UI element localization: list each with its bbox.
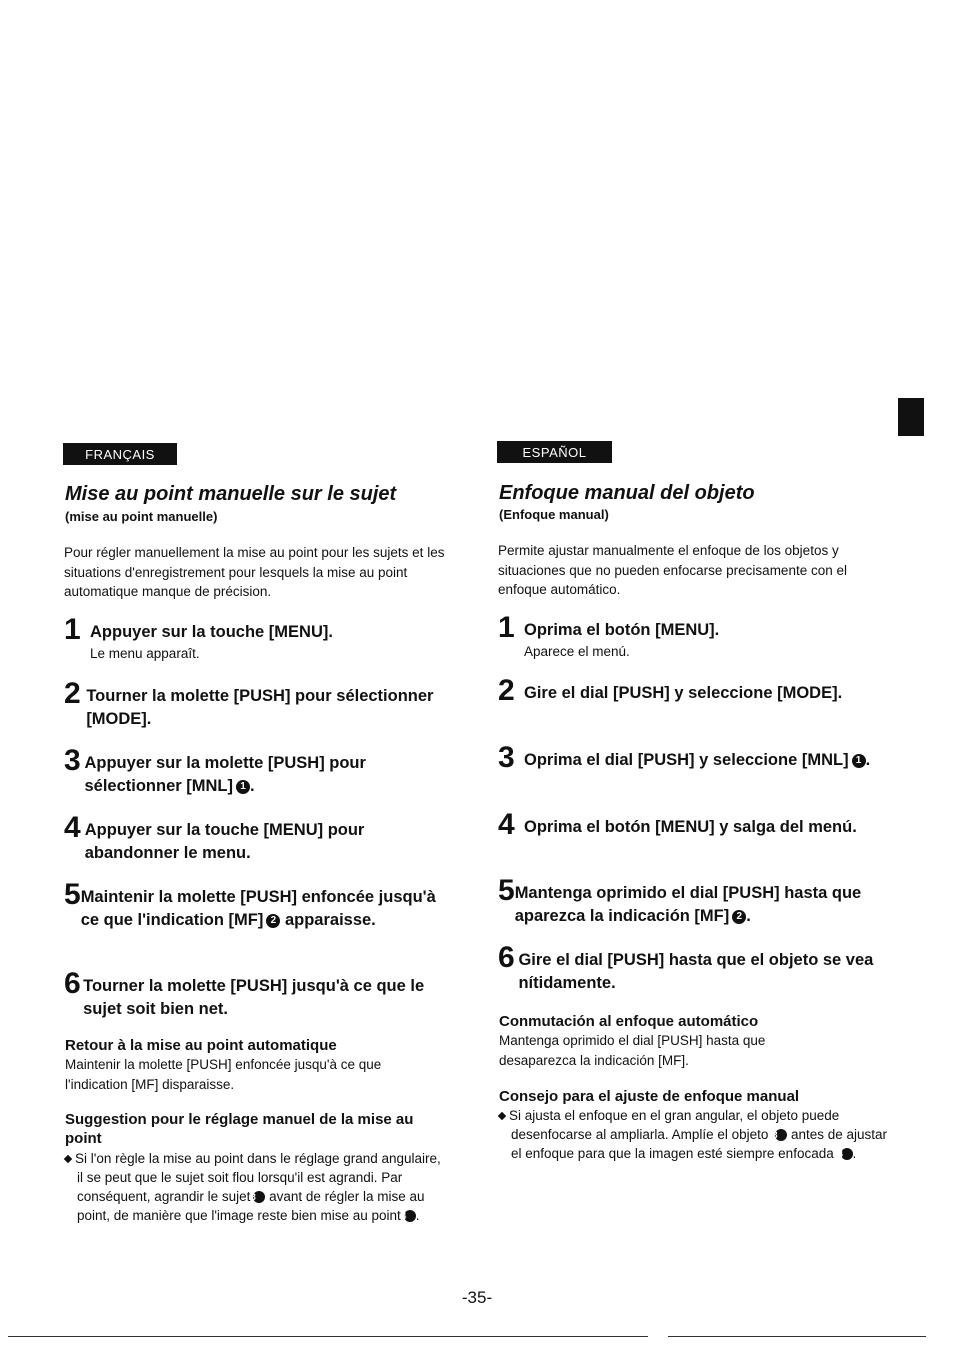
tip-text: antes de ajustar el enfoque para que la imagen esté siempre enfocada (511, 1127, 887, 1161)
french-return-heading: Retour à la mise au point automatique (65, 1037, 337, 1054)
step-text: Mantenga oprimido el dial [PUSH] hasta que aparezca la indicación [MF] (514, 884, 862, 925)
step-note: Le menu apparaît. (90, 646, 200, 661)
step-text: Oprima el botón [MENU]. (524, 621, 720, 639)
step-text: Appuyer sur la molette [PUSH] pour sélectionner [MNL] (84, 754, 366, 795)
spanish-tip-bullet (499, 1106, 887, 1163)
french-intro: Pour régler manuellement la mise au point pour les sujets et les situations d'enregistrement pour lesquels la mise au point automatique manque de précision. (64, 545, 445, 599)
step-text-end: . (250, 777, 255, 795)
step-number: 3 (498, 741, 515, 774)
french-step-4 (64, 811, 444, 865)
spanish-step-2 (498, 674, 878, 707)
step-text: Appuyer sur la touche [MENU] pour abandonner le menu. (84, 821, 365, 862)
tip-end: . (852, 1146, 857, 1161)
french-step-5 (64, 878, 444, 932)
step-number: 3 (64, 744, 81, 777)
step-number: 1 (498, 611, 515, 644)
tip-text: Si l'on règle la mise au point dans le réglage grand angulaire, il se peut que le sujet soit flou lorsqu'il est agrandi. Par conséquent, agrandir le sujet (75, 1151, 441, 1204)
french-tip-heading: Suggestion pour le réglage manuel de la mise au point (65, 1111, 414, 1147)
callout-1-icon: 1 (852, 754, 866, 768)
step-number: 5 (64, 878, 81, 911)
callout-4-icon: 4 (404, 1210, 416, 1222)
step-number: 6 (64, 967, 81, 1000)
french-step-3 (64, 744, 444, 798)
step-number: 6 (498, 941, 515, 974)
step-text-end: apparaisse. (280, 911, 376, 929)
french-return-text: Maintenir la molette [PUSH] enfoncée jusqu'à ce que l'indication [MF] disparaisse. (65, 1057, 382, 1092)
french-step-6 (64, 967, 444, 1021)
step-number: 5 (498, 874, 515, 907)
spanish-return-heading: Conmutación al enfoque automático (499, 1013, 759, 1030)
callout-1-icon: 1 (236, 780, 250, 794)
callout-4-icon: 4 (841, 1148, 853, 1160)
step-text: Maintenir la molette [PUSH] enfoncée jusqu'à ce que l'indication [MF] (80, 888, 436, 929)
footer-rule-left (8, 1336, 648, 1337)
step-number: 2 (64, 677, 81, 710)
callout-2-icon: 2 (266, 914, 280, 928)
step-number: 4 (64, 811, 81, 844)
french-step-2 (64, 677, 444, 731)
tip-end: . (415, 1208, 420, 1223)
bullet-icon (498, 1112, 506, 1120)
french-title: Mise au point manuelle sur le sujet (65, 483, 397, 505)
french-step-1 (64, 613, 444, 663)
callout-3-icon: 3 (775, 1129, 787, 1141)
spanish-subtitle: (Enfoque manual) (499, 507, 609, 522)
step-text: Oprima el dial [PUSH] y seleccione [MNL] (524, 751, 849, 769)
tip-text: Si ajusta el enfoque en el gran angular, el objeto puede desenfocarse al ampliarla. Amplíe el objeto (509, 1108, 840, 1142)
spanish-step-4 (498, 808, 878, 841)
step-number: 2 (498, 674, 515, 707)
step-number: 1 (64, 613, 81, 646)
page-number: -35- (461, 1288, 493, 1307)
language-label-spanish: ESPAÑOL (497, 441, 612, 463)
step-text: Tourner la molette [PUSH] jusqu'à ce que le sujet soit bien net. (83, 977, 425, 1018)
step-text: Tourner la molette [PUSH] pour sélectionner [MODE]. (86, 687, 434, 728)
step-number: 4 (498, 808, 515, 841)
footer-rule-right (668, 1336, 926, 1337)
step-text-end: . (746, 907, 751, 925)
tip-text: avant de régler la mise au point, de manière que l'image reste bien mise au point (77, 1189, 425, 1223)
spanish-step-5 (498, 874, 883, 928)
step-text: Gire el dial [PUSH] y seleccione [MODE]. (524, 684, 843, 702)
section-tab-marker (898, 398, 924, 436)
spanish-tip-heading: Consejo para el ajuste de enfoque manual (499, 1088, 800, 1105)
spanish-title: Enfoque manual del objeto (499, 482, 755, 504)
spanish-intro: Permite ajustar manualmente el enfoque de los objetos y situaciones que no pueden enfocarse precisamente con el enfoque automático. (498, 543, 847, 597)
step-text: Oprima el botón [MENU] y salga del menú. (524, 818, 857, 836)
spanish-return-text: Mantenga oprimido el dial [PUSH] hasta que desaparezca la indicación [MF]. (499, 1033, 766, 1068)
bullet-icon (64, 1155, 72, 1163)
step-note: Aparece el menú. (524, 644, 630, 659)
step-text: Gire el dial [PUSH] hasta que el objeto se vea nítidamente. (518, 951, 874, 992)
french-subtitle: (mise au point manuelle) (65, 509, 218, 524)
spanish-step-3 (498, 741, 878, 774)
step-text: Appuyer sur la touche [MENU]. (90, 623, 333, 641)
spanish-step-6 (498, 941, 878, 995)
spanish-step-1 (498, 611, 878, 661)
callout-3-icon: 3 (253, 1191, 265, 1203)
step-text-end: . (865, 751, 871, 769)
callout-2-icon: 2 (732, 910, 746, 924)
french-tip-bullet (65, 1149, 449, 1225)
language-label-french: FRANÇAIS (63, 443, 177, 465)
